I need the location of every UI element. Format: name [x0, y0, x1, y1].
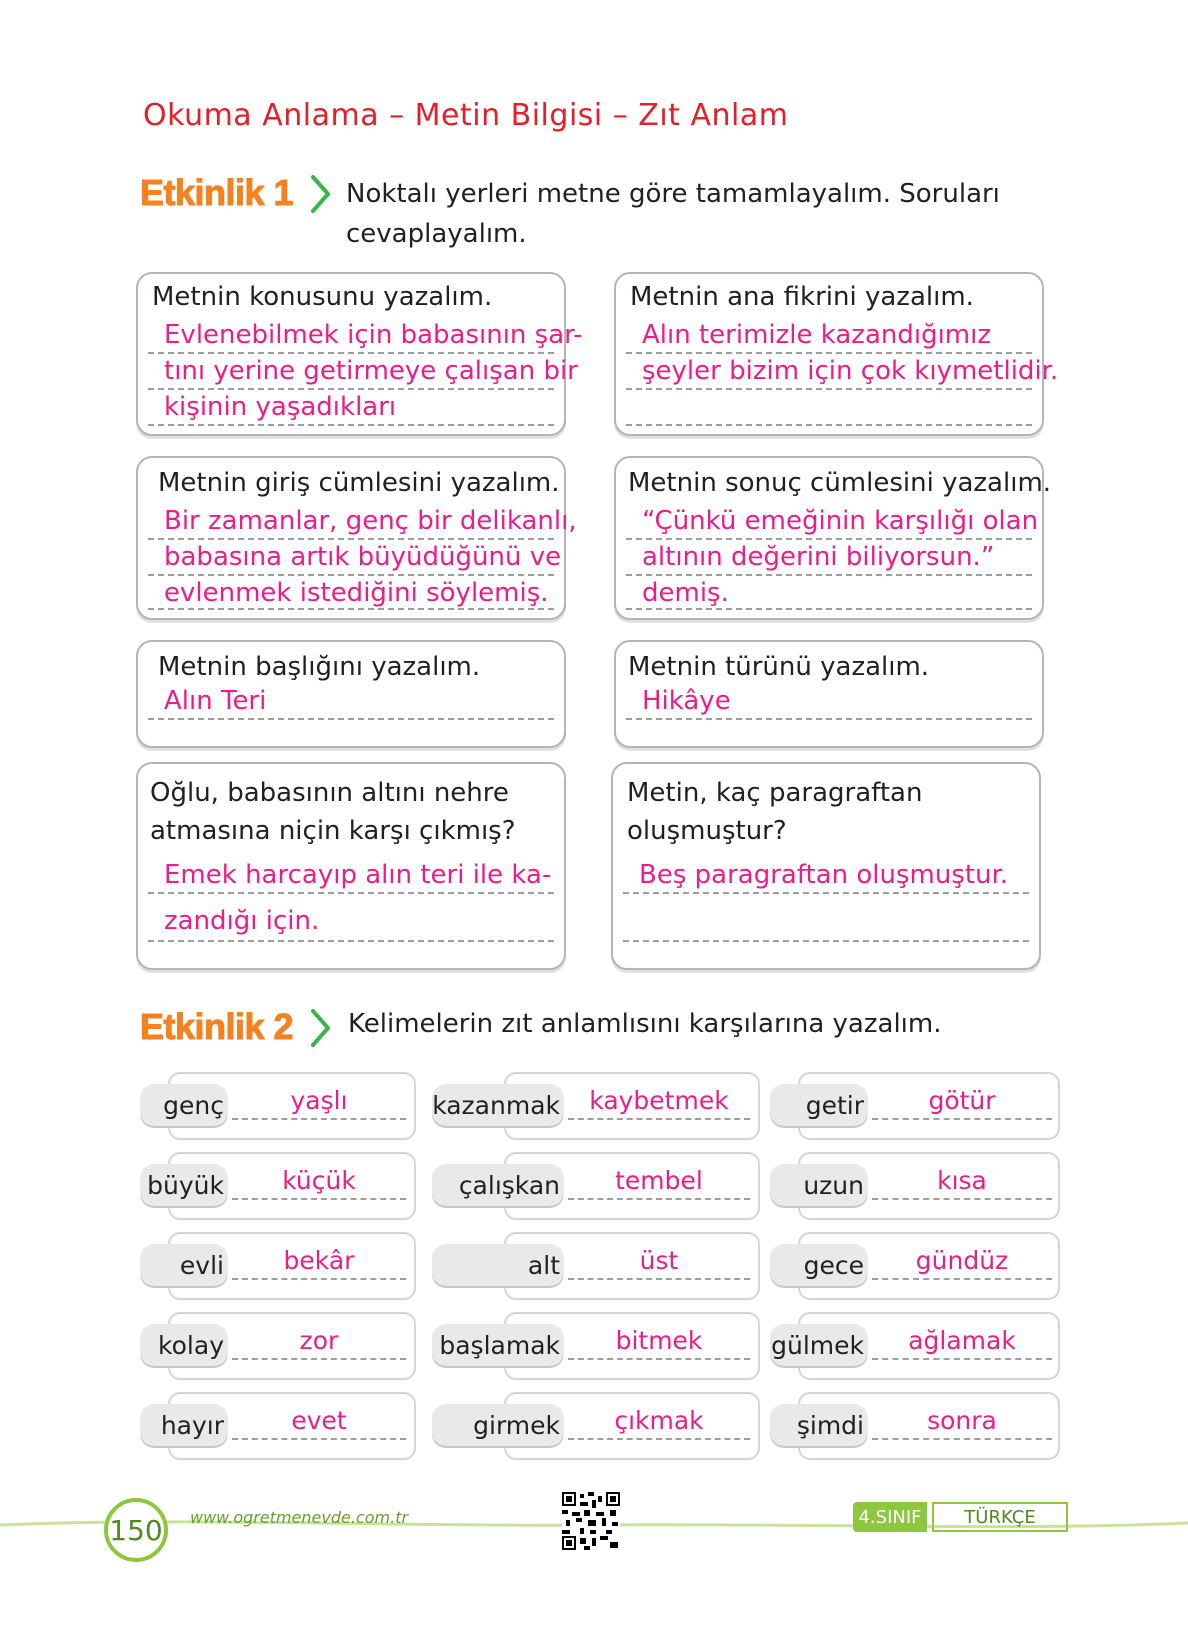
grade-badge: 4.SINIF: [853, 1502, 927, 1532]
dashed-line: [568, 1278, 750, 1280]
antonym-pair: [140, 1232, 414, 1298]
dashed-line: [568, 1118, 750, 1120]
dashed-line: [232, 1438, 406, 1440]
antonym-answer: ağlamak: [908, 1326, 1016, 1355]
word-label: çalışkan: [432, 1164, 564, 1206]
word-label: gülmek: [770, 1324, 868, 1366]
antonym-pair: [140, 1312, 414, 1378]
question-text: Metnin giriş cümlesini yazalım.: [158, 468, 560, 498]
answer-text: Evlenebilmek için babasının şar-: [164, 320, 583, 350]
answer-text: Alın terimizle kazandığımız: [642, 320, 992, 350]
antonym-pair: [432, 1152, 758, 1218]
etkinlik-1-title: Etkinlik 1: [140, 172, 294, 213]
answer-text: Alın Teri: [164, 686, 267, 716]
etkinlik-2-title: Etkinlik 2: [140, 1006, 294, 1047]
word-label: girmek: [432, 1404, 564, 1446]
subject-badge: TÜRKÇE: [932, 1502, 1068, 1532]
dashed-line: [148, 940, 554, 942]
question-text: Metnin türünü yazalım.: [628, 652, 930, 682]
question-text: Metnin ana fikrini yazalım.: [630, 282, 974, 312]
antonym-pair: [432, 1072, 758, 1138]
answer-text: altının değerini biliyorsun.”: [642, 542, 995, 572]
question-text: Metin, kaç paragraftan: [627, 778, 923, 808]
chevron-right-icon: [310, 1008, 332, 1048]
antonym-pair: [770, 1232, 1060, 1298]
qr-code-icon: [562, 1492, 620, 1550]
question-box-title: [136, 640, 566, 748]
antonym-pair: [770, 1312, 1060, 1378]
antonym-answer: yaşlı: [290, 1086, 348, 1115]
antonym-pair: [140, 1072, 414, 1138]
dashed-line: [623, 892, 1029, 894]
page-topic: Okuma Anlama – Metin Bilgisi – Zıt Anlam: [143, 98, 789, 133]
answer-text: demiş.: [642, 578, 729, 608]
etkinlik-1-instruction: [346, 174, 1000, 254]
antonym-pair: [770, 1152, 1060, 1218]
dashed-line: [148, 538, 554, 540]
answer-text: Emek harcayıp alın teri ile ka-: [164, 860, 552, 890]
answer-text: Hikâye: [642, 686, 731, 716]
dashed-line: [232, 1278, 406, 1280]
answer-text: babasına artık büyüdüğünü ve: [164, 542, 562, 572]
question-box-conclusion-sentence: [614, 456, 1052, 620]
chevron-right-icon: [310, 174, 332, 214]
antonym-pair: [140, 1392, 414, 1458]
antonym-answer: bekâr: [283, 1246, 355, 1275]
answer-text: tını yerine getirmeye çalışan bir: [164, 356, 578, 386]
question-box-main-idea: [614, 272, 1059, 436]
dashed-line: [148, 608, 554, 610]
antonym-answer: küçük: [282, 1166, 356, 1195]
answer-text: Bir zamanlar, genç bir delikanlı,: [164, 506, 577, 536]
dashed-line: [623, 940, 1029, 942]
dashed-line: [626, 538, 1032, 540]
dashed-line: [626, 718, 1032, 720]
word-label: gece: [770, 1244, 868, 1286]
question-text: Metnin sonuç cümlesini yazalım.: [628, 468, 1052, 498]
antonym-pair: [770, 1072, 1060, 1138]
dashed-line: [148, 892, 554, 894]
dashed-line: [626, 388, 1032, 390]
question-text: Metnin başlığını yazalım.: [158, 652, 481, 682]
answer-text: “Çünkü emeğinin karşılığı olan: [642, 506, 1039, 536]
antonym-answer: kaybetmek: [589, 1086, 729, 1115]
antonym-pair: [770, 1392, 1060, 1458]
dashed-line: [872, 1438, 1052, 1440]
instruction-line: cevaplayalım.: [346, 219, 527, 249]
dashed-line: [568, 1438, 750, 1440]
word-label: genç: [140, 1084, 228, 1126]
word-label: getir: [770, 1084, 868, 1126]
antonym-answer: zor: [299, 1326, 339, 1355]
antonym-answer: götür: [928, 1086, 996, 1115]
antonym-answer: sonra: [927, 1406, 997, 1435]
dashed-line: [148, 574, 554, 576]
question-text: Metnin konusunu yazalım.: [152, 282, 493, 312]
antonym-answer: bitmek: [615, 1326, 703, 1355]
word-label: evli: [140, 1244, 228, 1286]
word-label: uzun: [770, 1164, 868, 1206]
word-label: hayır: [140, 1404, 228, 1446]
dashed-line: [148, 424, 554, 426]
page-number: 150: [104, 1498, 168, 1562]
answer-text: şeyler bizim için çok kıymetlidir.: [642, 356, 1059, 386]
dashed-line: [568, 1198, 750, 1200]
dashed-line: [626, 352, 1032, 354]
antonym-answer: gündüz: [915, 1246, 1009, 1275]
dashed-line: [568, 1358, 750, 1360]
question-text: Oğlu, babasının altını nehre: [150, 778, 509, 808]
dashed-line: [232, 1358, 406, 1360]
dashed-line: [626, 608, 1032, 610]
instruction-line: Noktalı yerleri metne göre tamamlayalım. Soruları: [346, 179, 1000, 209]
question-box-paragraph-count: [611, 762, 1041, 970]
dashed-line: [148, 718, 554, 720]
antonym-pair: [432, 1312, 758, 1378]
dashed-line: [232, 1118, 406, 1120]
dashed-line: [872, 1358, 1052, 1360]
antonym-answer: üst: [639, 1246, 679, 1275]
antonym-answer: evet: [291, 1406, 347, 1435]
question-text: atmasına niçin karşı çıkmış?: [150, 816, 516, 846]
dashed-line: [232, 1198, 406, 1200]
antonym-pair: [140, 1152, 414, 1218]
word-label: başlamak: [432, 1324, 564, 1366]
word-label: kolay: [140, 1324, 228, 1366]
question-box-intro-sentence: [136, 456, 577, 620]
answer-text: Beş paragraftan oluşmuştur.: [639, 860, 1009, 890]
dashed-line: [626, 424, 1032, 426]
word-label: alt: [432, 1244, 564, 1286]
antonym-answer: kısa: [937, 1166, 987, 1195]
question-box-genre: [614, 640, 1044, 748]
answer-text: kişinin yaşadıkları: [164, 392, 397, 422]
antonym-answer: çıkmak: [614, 1406, 704, 1435]
dashed-line: [872, 1118, 1052, 1120]
dashed-line: [872, 1198, 1052, 1200]
dashed-line: [872, 1278, 1052, 1280]
dashed-line: [626, 574, 1032, 576]
etkinlik-2-instruction: Kelimelerin zıt anlamlısını karşılarına yazalım.: [348, 1009, 942, 1039]
question-text: oluşmuştur?: [627, 816, 787, 846]
antonym-answer: tembel: [615, 1166, 703, 1195]
website-link[interactable]: www.ogretmenevde.com.tr: [190, 1508, 409, 1527]
dashed-line: [148, 388, 554, 390]
antonym-pair: [432, 1392, 758, 1458]
question-box-topic: [136, 272, 583, 436]
dashed-line: [148, 352, 554, 354]
word-label: şimdi: [770, 1404, 868, 1446]
word-label: kazanmak: [432, 1084, 564, 1126]
question-box-son-objection: [136, 762, 566, 970]
answer-text: zandığı için.: [164, 906, 320, 936]
word-label: büyük: [140, 1164, 228, 1206]
antonym-pair: [432, 1232, 758, 1298]
answer-text: evlenmek istediğini söylemiş.: [164, 578, 549, 608]
